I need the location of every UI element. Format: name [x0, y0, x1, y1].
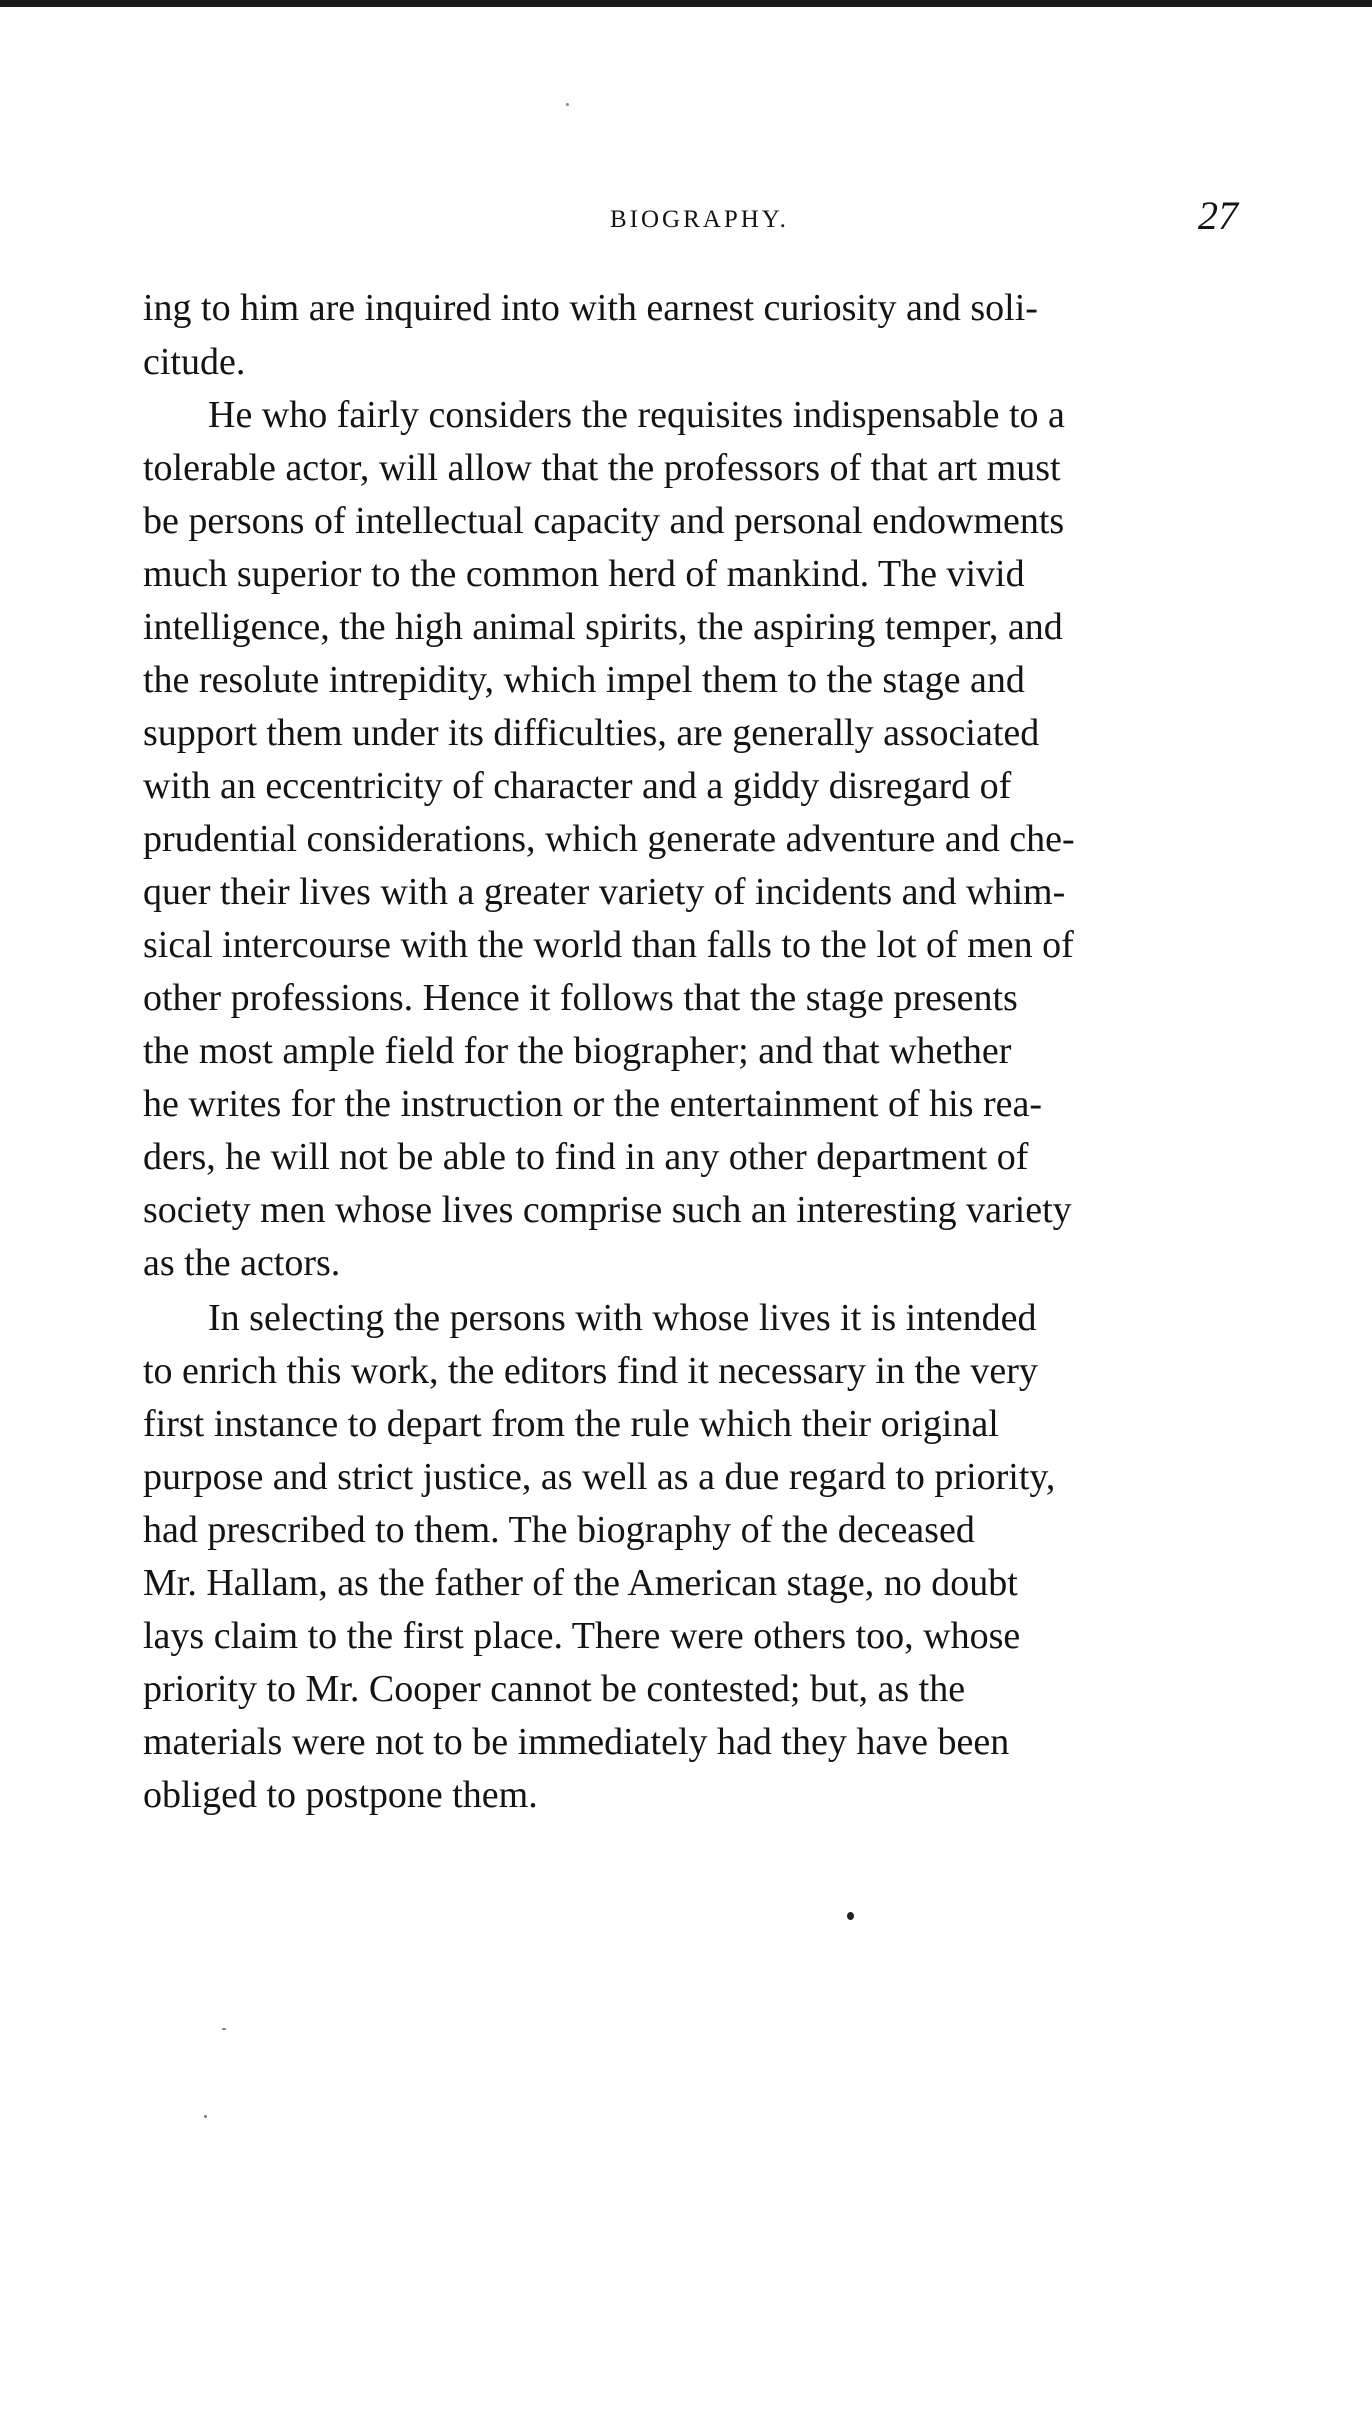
text-line: prudential considerations, which generate adventure and che-	[143, 818, 1075, 860]
text-line: He who fairly considers the requisites indispensable to a	[208, 394, 1065, 436]
text-line: to enrich this work, the editors find it necessary in the very	[143, 1350, 1038, 1392]
text-line: lays claim to the first place. There were others too, whose	[143, 1615, 1021, 1657]
text-line: sical intercourse with the world than falls to the lot of men of	[143, 924, 1074, 966]
text-line: had prescribed to them. The biography of the deceased	[143, 1509, 975, 1551]
text-line: priority to Mr. Cooper cannot be contested; but, as the	[143, 1668, 966, 1710]
text-line: the most ample field for the biographer; and that whether	[143, 1030, 1012, 1072]
ink-speck	[204, 2115, 207, 2118]
text-line: other professions. Hence it follows that the stage presents	[143, 977, 1018, 1019]
text-line: much superior to the common herd of mankind. The vivid	[143, 553, 1025, 595]
page-top-edge	[0, 0, 1372, 7]
page-number: 27	[1198, 193, 1238, 238]
text-line: first instance to depart from the rule which their original	[143, 1403, 999, 1445]
text-line: as the actors.	[143, 1242, 341, 1284]
text-line: ders, he will not be able to find in any other department of	[143, 1136, 1029, 1178]
ink-speck	[222, 2028, 226, 2030]
ink-speck	[847, 1912, 854, 1920]
text-line: Mr. Hallam, as the father of the American stage, no doubt	[143, 1562, 1018, 1604]
text-line: citude.	[143, 341, 246, 383]
text-line: In selecting the persons with whose lives it is intended	[208, 1297, 1037, 1339]
ink-speck	[566, 103, 569, 106]
text-line: support them under its difficulties, are generally associated	[143, 712, 1040, 754]
text-line: quer their lives with a greater variety of incidents and whim-	[143, 871, 1066, 913]
text-line: ing to him are inquired into with earnest curiosity and soli-	[143, 287, 1038, 329]
text-line: the resolute intrepidity, which impel them to the stage and	[143, 659, 1025, 701]
text-line: with an eccentricity of character and a giddy disregard of	[143, 765, 1012, 807]
text-line: purpose and strict justice, as well as a due regard to priority,	[143, 1456, 1056, 1498]
text-line: materials were not to be immediately had they have been	[143, 1721, 1010, 1763]
text-line: obliged to postpone them.	[143, 1774, 538, 1816]
text-line: tolerable actor, will allow that the professors of that art must	[143, 447, 1061, 489]
text-line: be persons of intellectual capacity and personal endowments	[143, 500, 1065, 542]
text-line: he writes for the instruction or the entertainment of his rea-	[143, 1083, 1043, 1125]
running-head: BIOGRAPHY.	[610, 206, 789, 233]
text-line: intelligence, the high animal spirits, the aspiring temper, and	[143, 606, 1063, 648]
text-line: society men whose lives comprise such an interesting variety	[143, 1189, 1072, 1231]
